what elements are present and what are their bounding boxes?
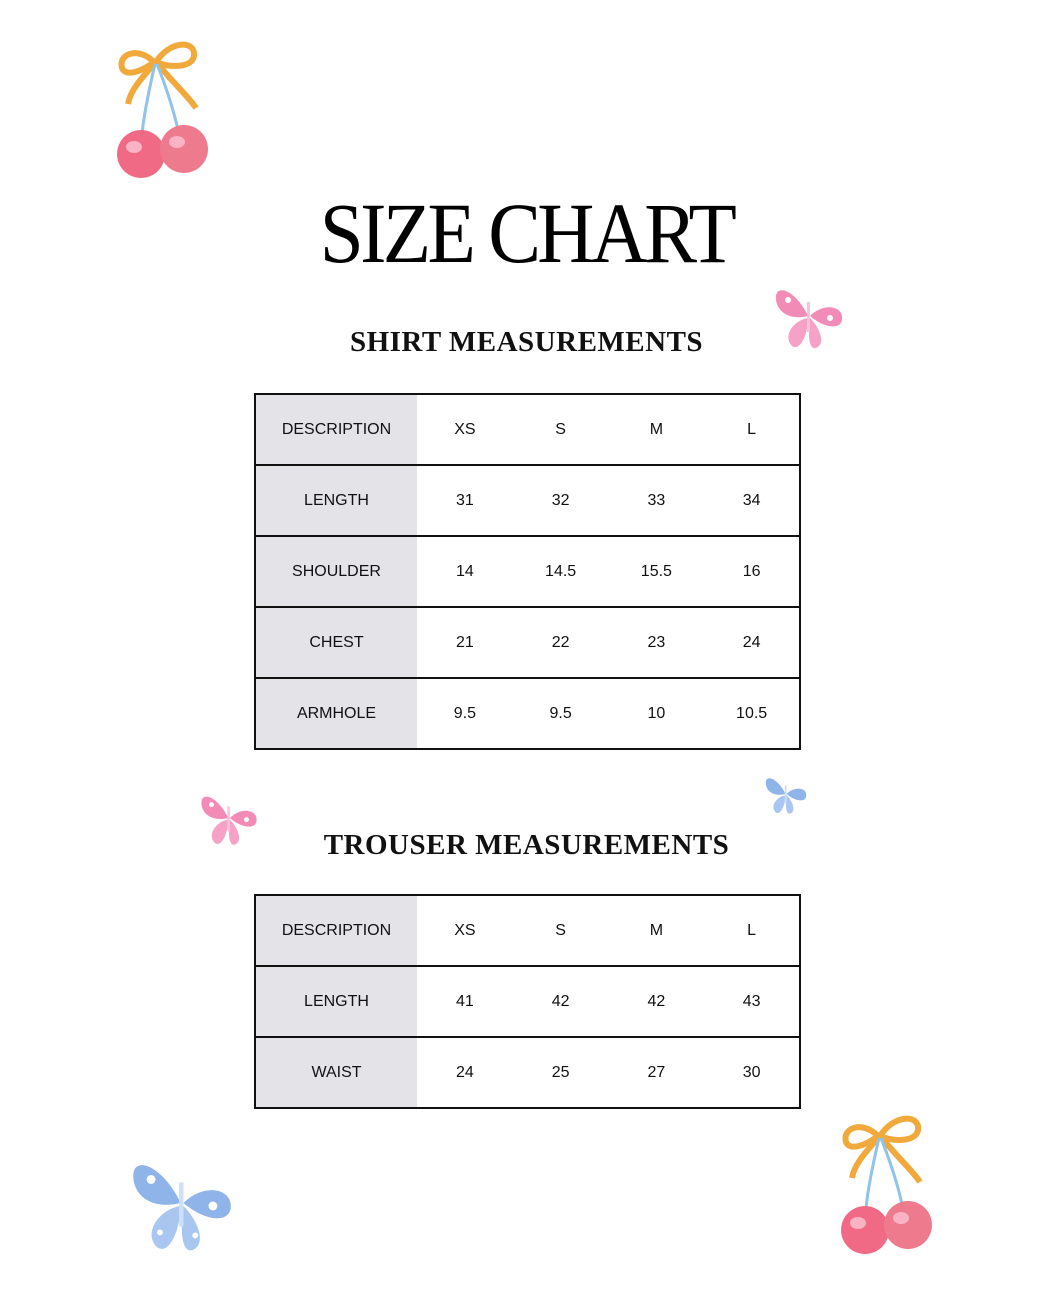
- cherry-icon: [832, 1108, 942, 1258]
- row-label: ARMHOLE: [255, 678, 417, 749]
- table-cell: 10: [609, 678, 705, 749]
- table-header-row: [255, 895, 800, 966]
- table-cell: 21: [417, 607, 513, 678]
- table-row: [255, 1037, 800, 1108]
- table-cell: 27: [609, 1037, 705, 1108]
- column-header: L: [747, 921, 757, 939]
- row-label: LENGTH: [255, 966, 417, 1037]
- table-cell: 24: [417, 1037, 513, 1108]
- row-label: LENGTH: [255, 465, 417, 536]
- table-cell: 23: [609, 607, 705, 678]
- butterfly-icon: [196, 788, 262, 848]
- column-header: M: [649, 420, 664, 438]
- table-cell: 16: [704, 536, 800, 607]
- table-cell: 9.5: [417, 678, 513, 749]
- butterfly-icon: [120, 1150, 244, 1256]
- table-row: [255, 607, 800, 678]
- table-cell: 25: [513, 1037, 609, 1108]
- row-label: WAIST: [255, 1037, 417, 1108]
- table-cell: 42: [609, 966, 705, 1037]
- table-cell: 31: [417, 465, 513, 536]
- table-row: [255, 536, 800, 607]
- table-cell: 32: [513, 465, 609, 536]
- column-header: M: [649, 921, 664, 939]
- table-cell: 22: [513, 607, 609, 678]
- trouser-heading: TROUSER MEASUREMENTS: [323, 829, 730, 861]
- column-header: S: [555, 420, 566, 438]
- column-header: XS: [454, 420, 476, 438]
- trouser-table: [254, 894, 801, 1109]
- cherry-icon: [108, 34, 218, 184]
- shirt-heading: SHIRT MEASUREMENTS: [349, 326, 704, 358]
- table-row: [255, 966, 800, 1037]
- table-cell: 30: [704, 1037, 800, 1108]
- column-header: S: [555, 921, 566, 939]
- column-header: DESCRIPTION: [255, 895, 417, 966]
- table-cell: 42: [513, 966, 609, 1037]
- table-row: [255, 678, 800, 749]
- table-cell: 43: [704, 966, 800, 1037]
- butterfly-icon: [760, 772, 812, 816]
- table-cell: 24: [704, 607, 800, 678]
- butterfly-icon: [770, 280, 848, 352]
- table-cell: 10.5: [704, 678, 800, 749]
- table-cell: 14: [417, 536, 513, 607]
- column-header: L: [747, 420, 757, 438]
- table-cell: 41: [417, 966, 513, 1037]
- column-header: XS: [454, 921, 476, 939]
- table-header-row: [255, 394, 800, 465]
- table-row: [255, 465, 800, 536]
- table-cell: 14.5: [513, 536, 609, 607]
- table-cell: 33: [609, 465, 705, 536]
- table-cell: 34: [704, 465, 800, 536]
- table-cell: 15.5: [609, 536, 705, 607]
- row-label: SHOULDER: [255, 536, 417, 607]
- shirt-table: [254, 393, 801, 750]
- table-cell: 9.5: [513, 678, 609, 749]
- row-label: CHEST: [255, 607, 417, 678]
- column-header: DESCRIPTION: [255, 394, 417, 465]
- page-title: SIZE CHART: [319, 185, 734, 281]
